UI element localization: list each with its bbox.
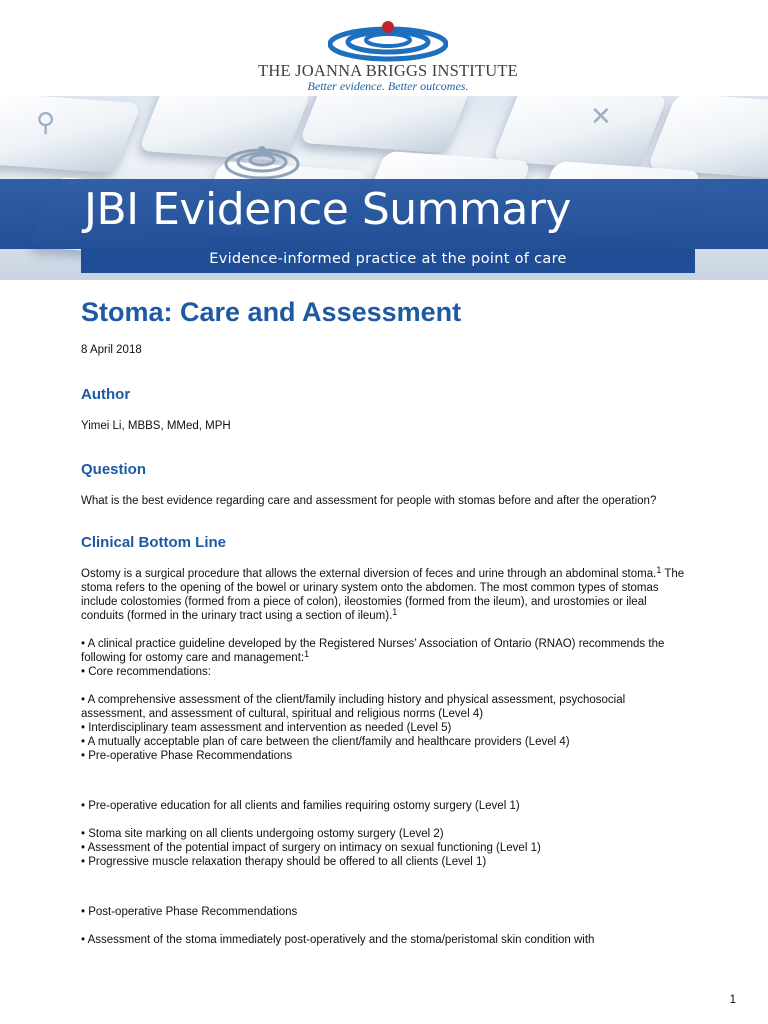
- question-heading: Question: [81, 461, 147, 478]
- intro-paragraph: [81, 567, 691, 623]
- page-number: 1: [729, 994, 736, 1006]
- list-item: • A comprehensive assessment of the client/family including history and physical assessment, psychosocial assessment, and assessment of cultural, spiritual and religious norms (Level 4): [81, 694, 626, 720]
- document-date: 8 April 2018: [81, 344, 142, 356]
- document-title: Stoma: Care and Assessment: [81, 297, 462, 327]
- list-item: • Stoma site marking on all clients undergoing ostomy surgery (Level 2): [81, 828, 444, 840]
- reference-marker: 1: [392, 607, 398, 617]
- keyboard-logo-mark: [222, 136, 302, 182]
- list-item: • Pre-operative education for all clients and families requiring ostomy surgery (Level 1): [81, 800, 520, 812]
- key-x-glyph: ✕: [590, 102, 612, 132]
- guideline-paragraph: [81, 637, 691, 665]
- question-text: What is the best evidence regarding care and assessment for people with stomas before and after the operation?: [81, 495, 657, 507]
- list-item: • Pre-operative Phase Recommendations: [81, 750, 293, 762]
- logo-area: [0, 0, 768, 96]
- list-item: • Post-operative Phase Recommendations: [81, 906, 298, 918]
- list-item: • A mutually acceptable plan of care between the client/family and healthcare providers (Level 4): [81, 736, 570, 748]
- core-label: • Core recommendations:: [81, 666, 211, 678]
- document-body: [81, 292, 691, 947]
- intro-text-a: Ostomy is a surgical procedure that allows the external diversion of feces and urine through an abdominal stoma.: [81, 568, 657, 580]
- jbi-logo-icon: [328, 18, 448, 62]
- intro-text-b: The stoma refers to the opening of the bowel or urinary system onto the abdomen. The most common types of stomas include colostomies (formed from a piece of colon), ileostomies (formed from the ileum), and urostomies or ileal conduits (formed in the urinary tract using a section of ileum).: [81, 568, 685, 622]
- reference-marker: 1: [656, 565, 662, 575]
- banner-title: JBI Evidence Summary: [84, 184, 571, 235]
- guideline-text: • A clinical practice guideline developed by the Registered Nurses’ Association of Ontario (RNAO) recommends the following for ostomy care and management:: [81, 638, 665, 664]
- key-q-glyph: ⚲: [36, 108, 56, 138]
- author-heading: Author: [81, 386, 131, 403]
- list-item: • Interdisciplinary team assessment and intervention as needed (Level 5): [81, 722, 452, 734]
- institute-name: THE JOANNA BRIGGS INSTITUTE: [258, 61, 518, 80]
- list-item: • Progressive muscle relaxation therapy should be offered to all clients (Level 1): [81, 856, 487, 868]
- list-item: • Assessment of the stoma immediately post-operatively and the stoma/peristomal skin condition with: [81, 934, 595, 946]
- author-name: Yimei Li, MBBS, MMed, MPH: [81, 420, 231, 432]
- list-item: • Assessment of the potential impact of surgery on intimacy on sexual functioning (Level 1): [81, 842, 541, 854]
- bottom-line-heading: Clinical Bottom Line: [81, 534, 227, 551]
- institute-tagline: Better evidence. Better outcomes.: [307, 79, 469, 93]
- banner-subtitle: Evidence-informed practice at the point of care: [209, 251, 567, 267]
- header-banner: [0, 0, 768, 280]
- reference-marker: 1: [304, 649, 310, 659]
